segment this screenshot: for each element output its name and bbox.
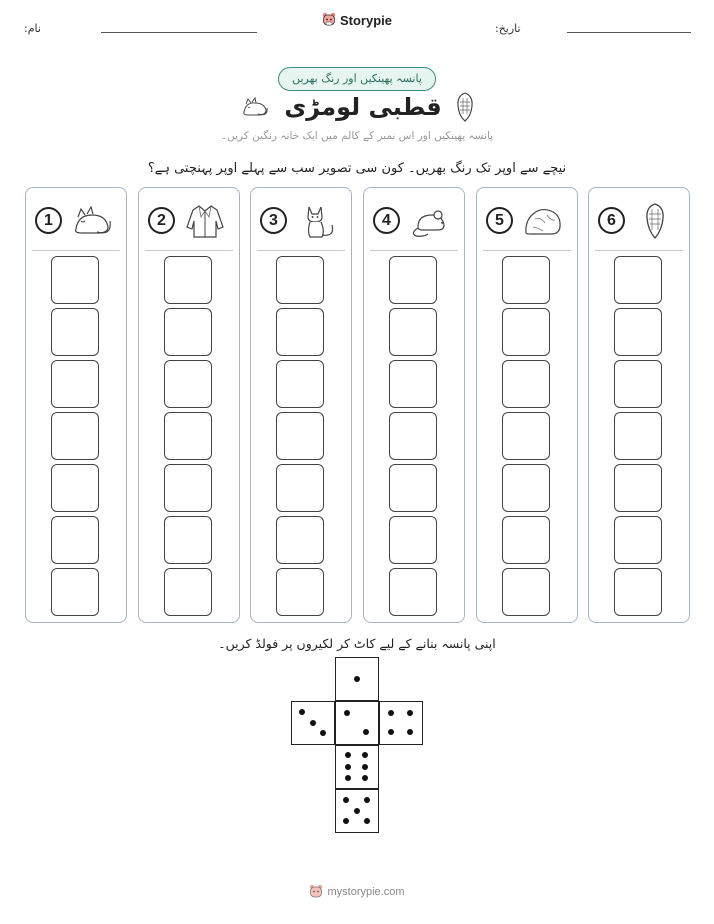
page-title: قطبی لومڑی	[284, 93, 442, 121]
snowshoe-icon	[633, 203, 677, 239]
die-pip	[362, 752, 368, 758]
column-divider	[145, 250, 233, 251]
coloring-box[interactable]	[51, 516, 99, 564]
die-pip	[363, 729, 369, 735]
column-number: 3	[260, 207, 287, 234]
die-pip	[362, 775, 368, 781]
coloring-box[interactable]	[276, 568, 324, 616]
die-pip	[343, 797, 349, 803]
die-pip	[320, 730, 326, 736]
coloring-box[interactable]	[276, 308, 324, 356]
coloring-box[interactable]	[389, 308, 437, 356]
instruction-text: نیچے سے اوپر تک رنگ بھریں۔ کون سی تصویر سب سے پہلے اوپر پہنچتی ہے؟	[147, 161, 567, 176]
coloring-box[interactable]	[51, 360, 99, 408]
coloring-box[interactable]	[389, 464, 437, 512]
column-6	[588, 187, 690, 623]
coloring-box[interactable]	[614, 256, 662, 304]
date-line[interactable]	[567, 32, 691, 33]
die-face-1	[335, 657, 379, 701]
coloring-box[interactable]	[389, 256, 437, 304]
die-pip	[345, 775, 351, 781]
coloring-box[interactable]	[276, 360, 324, 408]
die-pip	[299, 709, 305, 715]
coloring-box[interactable]	[389, 568, 437, 616]
coloring-box[interactable]	[502, 516, 550, 564]
column-number: 5	[486, 207, 513, 234]
die-pip	[343, 818, 349, 824]
fold-instruction: اپنی پانسہ بنانے کے لیے کاٹ کر لکیروں پر فولڈ کریں۔	[218, 636, 496, 651]
die-pip	[388, 710, 394, 716]
coloring-box[interactable]	[164, 464, 212, 512]
column-3	[250, 187, 352, 623]
coloring-box[interactable]	[164, 256, 212, 304]
die-face-4	[379, 701, 423, 745]
footer-url: mystorypie.com	[327, 886, 405, 898]
coloring-box[interactable]	[51, 256, 99, 304]
coloring-box[interactable]	[389, 360, 437, 408]
column-divider	[257, 250, 345, 251]
column-number: 2	[148, 207, 175, 234]
title-row	[0, 92, 714, 122]
column-5	[476, 187, 578, 623]
brand-name: Storypie	[339, 12, 392, 28]
footer	[0, 884, 714, 900]
subtitle: پانسہ پھینکیں اور اس نمبر کے کالم میں ایک خانہ رنگین کریں۔	[220, 130, 494, 142]
die-face-6	[335, 745, 379, 789]
column-divider	[595, 250, 683, 251]
coloring-box[interactable]	[276, 516, 324, 564]
column-number: 1	[35, 207, 62, 234]
die-pip	[345, 752, 351, 758]
coloring-box[interactable]	[614, 464, 662, 512]
coloring-box[interactable]	[614, 568, 662, 616]
die-pip	[354, 676, 360, 682]
coloring-box[interactable]	[389, 516, 437, 564]
die-pip	[362, 764, 368, 770]
column-number: 6	[598, 207, 625, 234]
die-pip	[345, 764, 351, 770]
activity-type-badge: پانسہ پھینکیں اور رنگ بھریں	[278, 67, 436, 91]
coloring-box[interactable]	[502, 360, 550, 408]
die-face-2	[335, 701, 379, 745]
coloring-box[interactable]	[164, 412, 212, 460]
die-pip	[388, 729, 394, 735]
name-line[interactable]	[101, 32, 257, 33]
coloring-box[interactable]	[276, 256, 324, 304]
arctic-fox-icon	[295, 203, 339, 239]
coloring-box[interactable]	[51, 568, 99, 616]
coloring-box[interactable]	[502, 256, 550, 304]
coloring-box[interactable]	[276, 412, 324, 460]
coloring-box[interactable]	[614, 308, 662, 356]
fur-coat-icon	[183, 203, 227, 239]
mouse-icon	[408, 203, 452, 239]
column-1	[25, 187, 127, 623]
die-pip	[354, 808, 360, 814]
die-pip	[407, 710, 413, 716]
coloring-box[interactable]	[389, 412, 437, 460]
date-label: تاریخ:	[495, 22, 521, 35]
die-face-3	[291, 701, 335, 745]
coloring-box[interactable]	[614, 516, 662, 564]
column-divider	[370, 250, 458, 251]
die-pip	[407, 729, 413, 735]
die-pip	[344, 710, 350, 716]
name-label: نام:	[24, 22, 41, 35]
coloring-box[interactable]	[502, 308, 550, 356]
die-pip	[310, 720, 316, 726]
coloring-box[interactable]	[164, 516, 212, 564]
column-divider	[32, 250, 120, 251]
coloring-box[interactable]	[51, 464, 99, 512]
storypie-mascot-icon	[322, 12, 336, 28]
coloring-box[interactable]	[51, 412, 99, 460]
coloring-box[interactable]	[502, 412, 550, 460]
coloring-box[interactable]	[164, 568, 212, 616]
coloring-box[interactable]	[614, 412, 662, 460]
rock-icon	[521, 203, 565, 239]
die-pip	[364, 818, 370, 824]
column-2	[138, 187, 240, 623]
column-4	[363, 187, 465, 623]
coloring-box[interactable]	[502, 464, 550, 512]
coloring-box[interactable]	[276, 464, 324, 512]
snowshoe-icon	[456, 92, 474, 122]
sleeping-fox-icon	[240, 96, 270, 118]
coloring-box[interactable]	[502, 568, 550, 616]
die-pip	[364, 797, 370, 803]
coloring-box[interactable]	[164, 308, 212, 356]
coloring-box[interactable]	[51, 308, 99, 356]
column-divider	[483, 250, 571, 251]
brand-logo	[0, 12, 714, 28]
storypie-mascot-icon	[309, 884, 323, 900]
coloring-box[interactable]	[614, 360, 662, 408]
sleeping-fox-icon	[70, 203, 114, 239]
column-number: 4	[373, 207, 400, 234]
coloring-box[interactable]	[164, 360, 212, 408]
die-face-5	[335, 789, 379, 833]
